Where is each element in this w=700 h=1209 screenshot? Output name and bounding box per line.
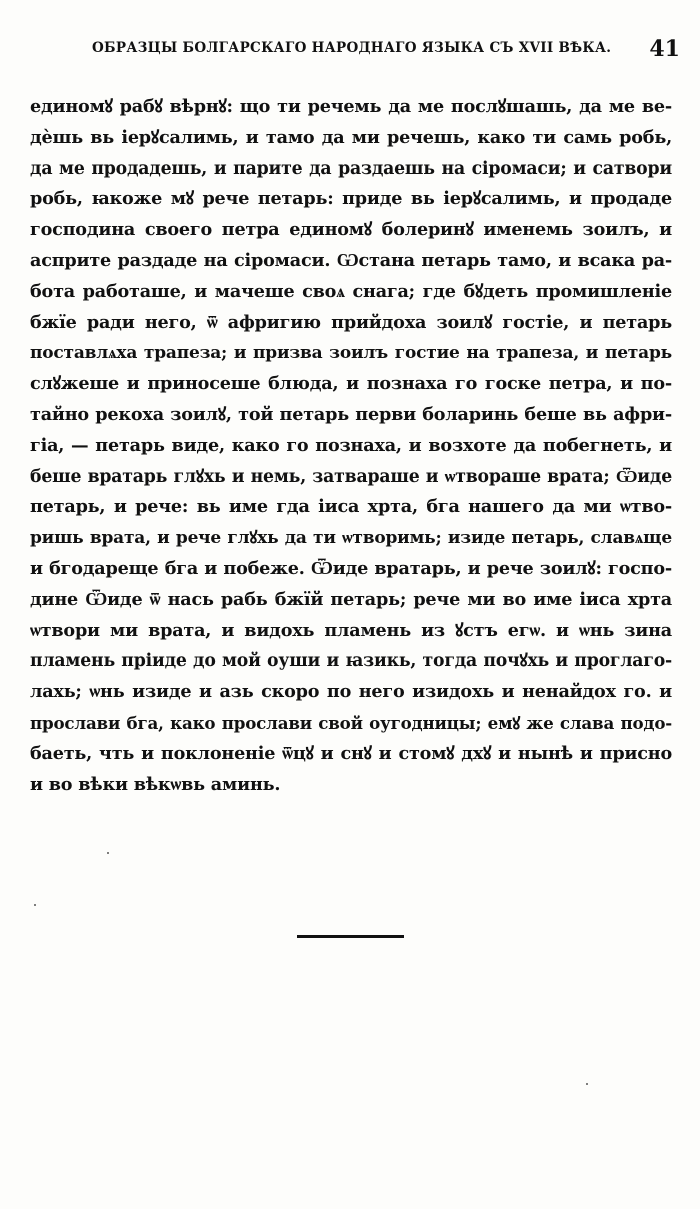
text-line: робь, ꙗкоже мꙋ рече петарь: приде вь іерꙋсалимь, и продаде: [30, 188, 672, 210]
text-line: петарь, и рече: вь име гда іиса хрта, бга нашего да ми ѡтво-: [30, 496, 672, 518]
text-line: дѐшь вь іерꙋсалимь, и тамо да ми речешь, како ти самь робь,: [30, 126, 672, 148]
text-line: поставлѧха трапеза; и призва зоилъ гостие на трапеза, и петарь: [30, 343, 672, 364]
print-speck: [107, 852, 109, 854]
text-line: единомꙋ рабꙋ вѣрнꙋ: що ти речемь да ме послꙋшашь, да ме ве-: [30, 96, 672, 117]
text-line: прослави бга, како прослави свой оугодницы; емꙋ же слава подо-: [30, 712, 672, 733]
text-line: ѡтвори ми врата, и видохь пламень из ꙋстъ егѡ. и ѡнь зина: [30, 619, 672, 641]
text-line: и бгодареще бга и побеже. Ѿиде вратарь, и рече зоилꙋ: госпо-: [30, 557, 672, 579]
text-line: да ме продадешь, и парите да раздаешь на сіромаси; и сатвори: [30, 158, 672, 179]
text-line: слꙋжеше и приносеше блюда, и познаха го госке петра, и по-: [30, 373, 672, 395]
text-line: ришь врата, и рече глꙋхь да ти ѡтворимь; изиде петарь, славѧще: [30, 528, 672, 549]
running-head: [80, 36, 680, 66]
text-line: беше вратарь глꙋхь и немь, затвараше и ѡтвораше врата; Ѿиде: [30, 466, 672, 487]
running-title: ОБРАЗЦЫ БОЛГАРСКАГО НАРОДНАГО ЯЗЫКА СЪ XVII ВѢКА.: [92, 40, 612, 56]
text-line: лахь; ѡнь изиде и азь скоро по него изидохь и ненайдох го. и: [30, 681, 672, 703]
text-line: гіа, — петарь виде, како го познаха, и возхоте да побегнеть, и: [30, 434, 672, 456]
text-line: бота работаше, и мачеше своѧ снага; где бꙋдеть промишленіе: [30, 280, 672, 302]
end-rule: [297, 935, 404, 938]
text-line: бжїе ради него, ѿ афригию прийдоха зоилꙋ гостіе, и петарь: [30, 311, 672, 333]
text-line: пламень пріиде до мой оуши и ꙗзикь, тогда почꙋхь и проглаго-: [30, 651, 672, 672]
text-line: тайно рекоха зоилꙋ, той петарь перви боларинь беше вь афри-: [30, 403, 672, 425]
text-line: дине Ѿиде ѿ нась рабь бжїй петарь; рече ми во име іиса хрта: [30, 588, 672, 610]
print-speck: [34, 904, 36, 906]
print-speck: [586, 1083, 588, 1085]
body-text: [30, 92, 672, 800]
text-line: господина своего петра единомꙋ болеринꙋ именемь зоилъ, и: [30, 219, 672, 241]
text-line: асприте раздаде на сіромаси. Ѡстана петарь тамо, и всака ра-: [30, 249, 672, 271]
page-number: 41: [649, 36, 680, 62]
text-line: баеть, чть и поклоненіе ѿцꙋ и снꙋ и стомꙋ дхꙋ и нынѣ и присно: [30, 742, 672, 764]
text-line-last: и во вѣки вѣкѡвь аминь.: [30, 773, 281, 795]
